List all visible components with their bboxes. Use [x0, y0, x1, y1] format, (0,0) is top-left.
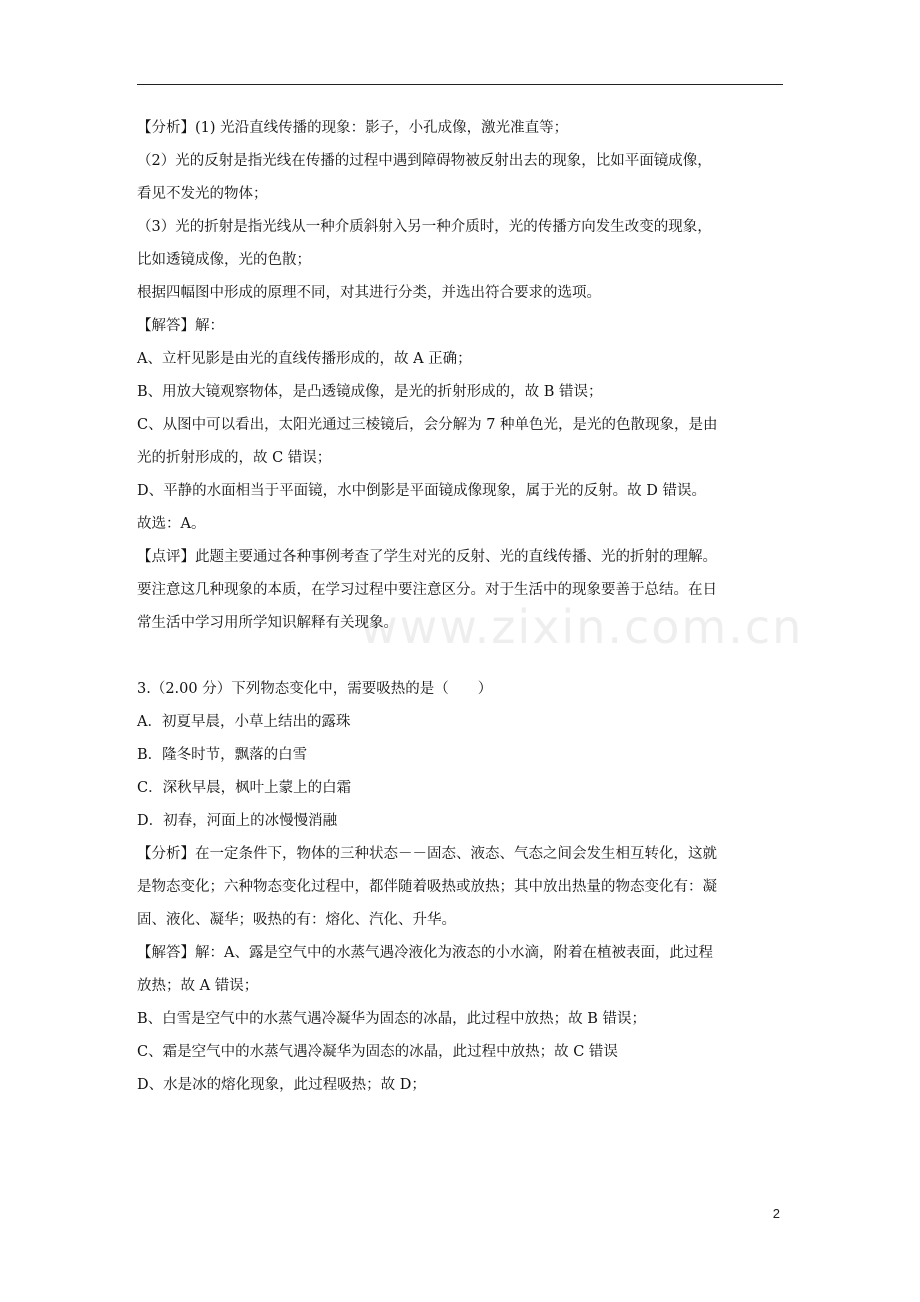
option-b: B．隆冬时节，飘落的白雪 [137, 747, 308, 763]
text-line: D、水是冰的熔化现象，此过程吸热；故 D； [137, 1077, 426, 1093]
question-stem: 3.（2.00 分）下列物态变化中，需要吸热的是（ ） [137, 681, 493, 697]
text-line: D、平静的水面相当于平面镜，水中倒影是平面镜成像现象，属于光的反射。故 D 错误。 [137, 483, 706, 499]
text-line: A、立杆见影是由光的直线传播形成的，故 A 正确； [137, 351, 472, 367]
text-line: 是物态变化；六种物态变化过程中，都伴随着吸热或放热；其中放出热量的物态变化有：凝 [137, 879, 717, 895]
text-line: 要注意这几种现象的本质，在学习过程中要注意区分。对于生活中的现象要善于总结。在日 [137, 582, 717, 598]
question-3-analysis [137, 838, 787, 937]
page-content [137, 112, 804, 1102]
header-rule [137, 84, 783, 85]
text-line: 光的折射形成的，故 C 错误； [137, 450, 332, 466]
text-line: 比如透镜成像，光的色散； [137, 252, 311, 268]
answer-block [137, 310, 787, 541]
option-d: D．初春，河面上的冰慢慢消融 [137, 813, 338, 829]
text-line: B、白雪是空气中的水蒸气遇冷凝华为固态的冰晶，此过程中放热；故 B 错误； [137, 1011, 647, 1027]
text-line: C、霜是空气中的水蒸气遇冷凝华为固态的冰晶，此过程中放热；故 C 错误 [137, 1044, 618, 1060]
comment-block [137, 541, 787, 640]
text-line: C、从图中可以看出，太阳光通过三棱镜后，会分解为 7 种单色光，是光的色散现象，是由 [137, 417, 718, 433]
text-line: 【解答】解： [137, 318, 224, 334]
text-line: （3）光的折射是指光线从一种介质斜射入另一种介质时，光的传播方向发生改变的现象， [137, 219, 712, 235]
text-line: 常生活中学习用所学知识解释有关现象。 [137, 615, 398, 631]
option-a: A．初夏早晨，小草上结出的露珠 [137, 714, 351, 730]
analysis-block [137, 112, 787, 310]
text-line: 【分析】在一定条件下，物体的三种状态－－固态、液态、气态之间会发生相互转化，这就 [137, 846, 717, 862]
question-3-answer [137, 937, 787, 1102]
text-line: 看见不发光的物体； [137, 186, 268, 202]
text-line: （2）光的反射是指光线在传播的过程中遇到障碍物被反射出去的现象，比如平面镜成像， [137, 153, 712, 169]
paragraph-gap [137, 640, 787, 673]
text-line: 【分析】(1) 光沿直线传播的现象：影子，小孔成像，激光准直等； [137, 120, 569, 136]
text-line: 【点评】此题主要通过各种事例考查了学生对光的反射、光的直线传播、光的折射的理解。 [137, 549, 717, 565]
text-line: 放热；故 A 错误； [137, 978, 259, 994]
option-c: C．深秋早晨，枫叶上蒙上的白霜 [137, 780, 352, 796]
text-line: B、用放大镜观察物体，是凸透镜成像，是光的折射形成的，故 B 错误； [137, 384, 603, 400]
page-number: 2 [772, 1206, 780, 1221]
text-line: 根据四幅图中形成的原理不同，对其进行分类，并选出符合要求的选项。 [137, 285, 601, 301]
text-line: 固、液化、凝华；吸热的有：熔化、汽化、升华。 [137, 912, 456, 928]
text-line: 【解答】解：A、露是空气中的水蒸气遇冷液化为液态的小水滴，附着在植被表面，此过程 [137, 945, 713, 961]
watermark: www.zixin.com.cn [360, 600, 804, 654]
text-line: 故选：A。 [137, 516, 206, 532]
question-3 [137, 673, 787, 838]
